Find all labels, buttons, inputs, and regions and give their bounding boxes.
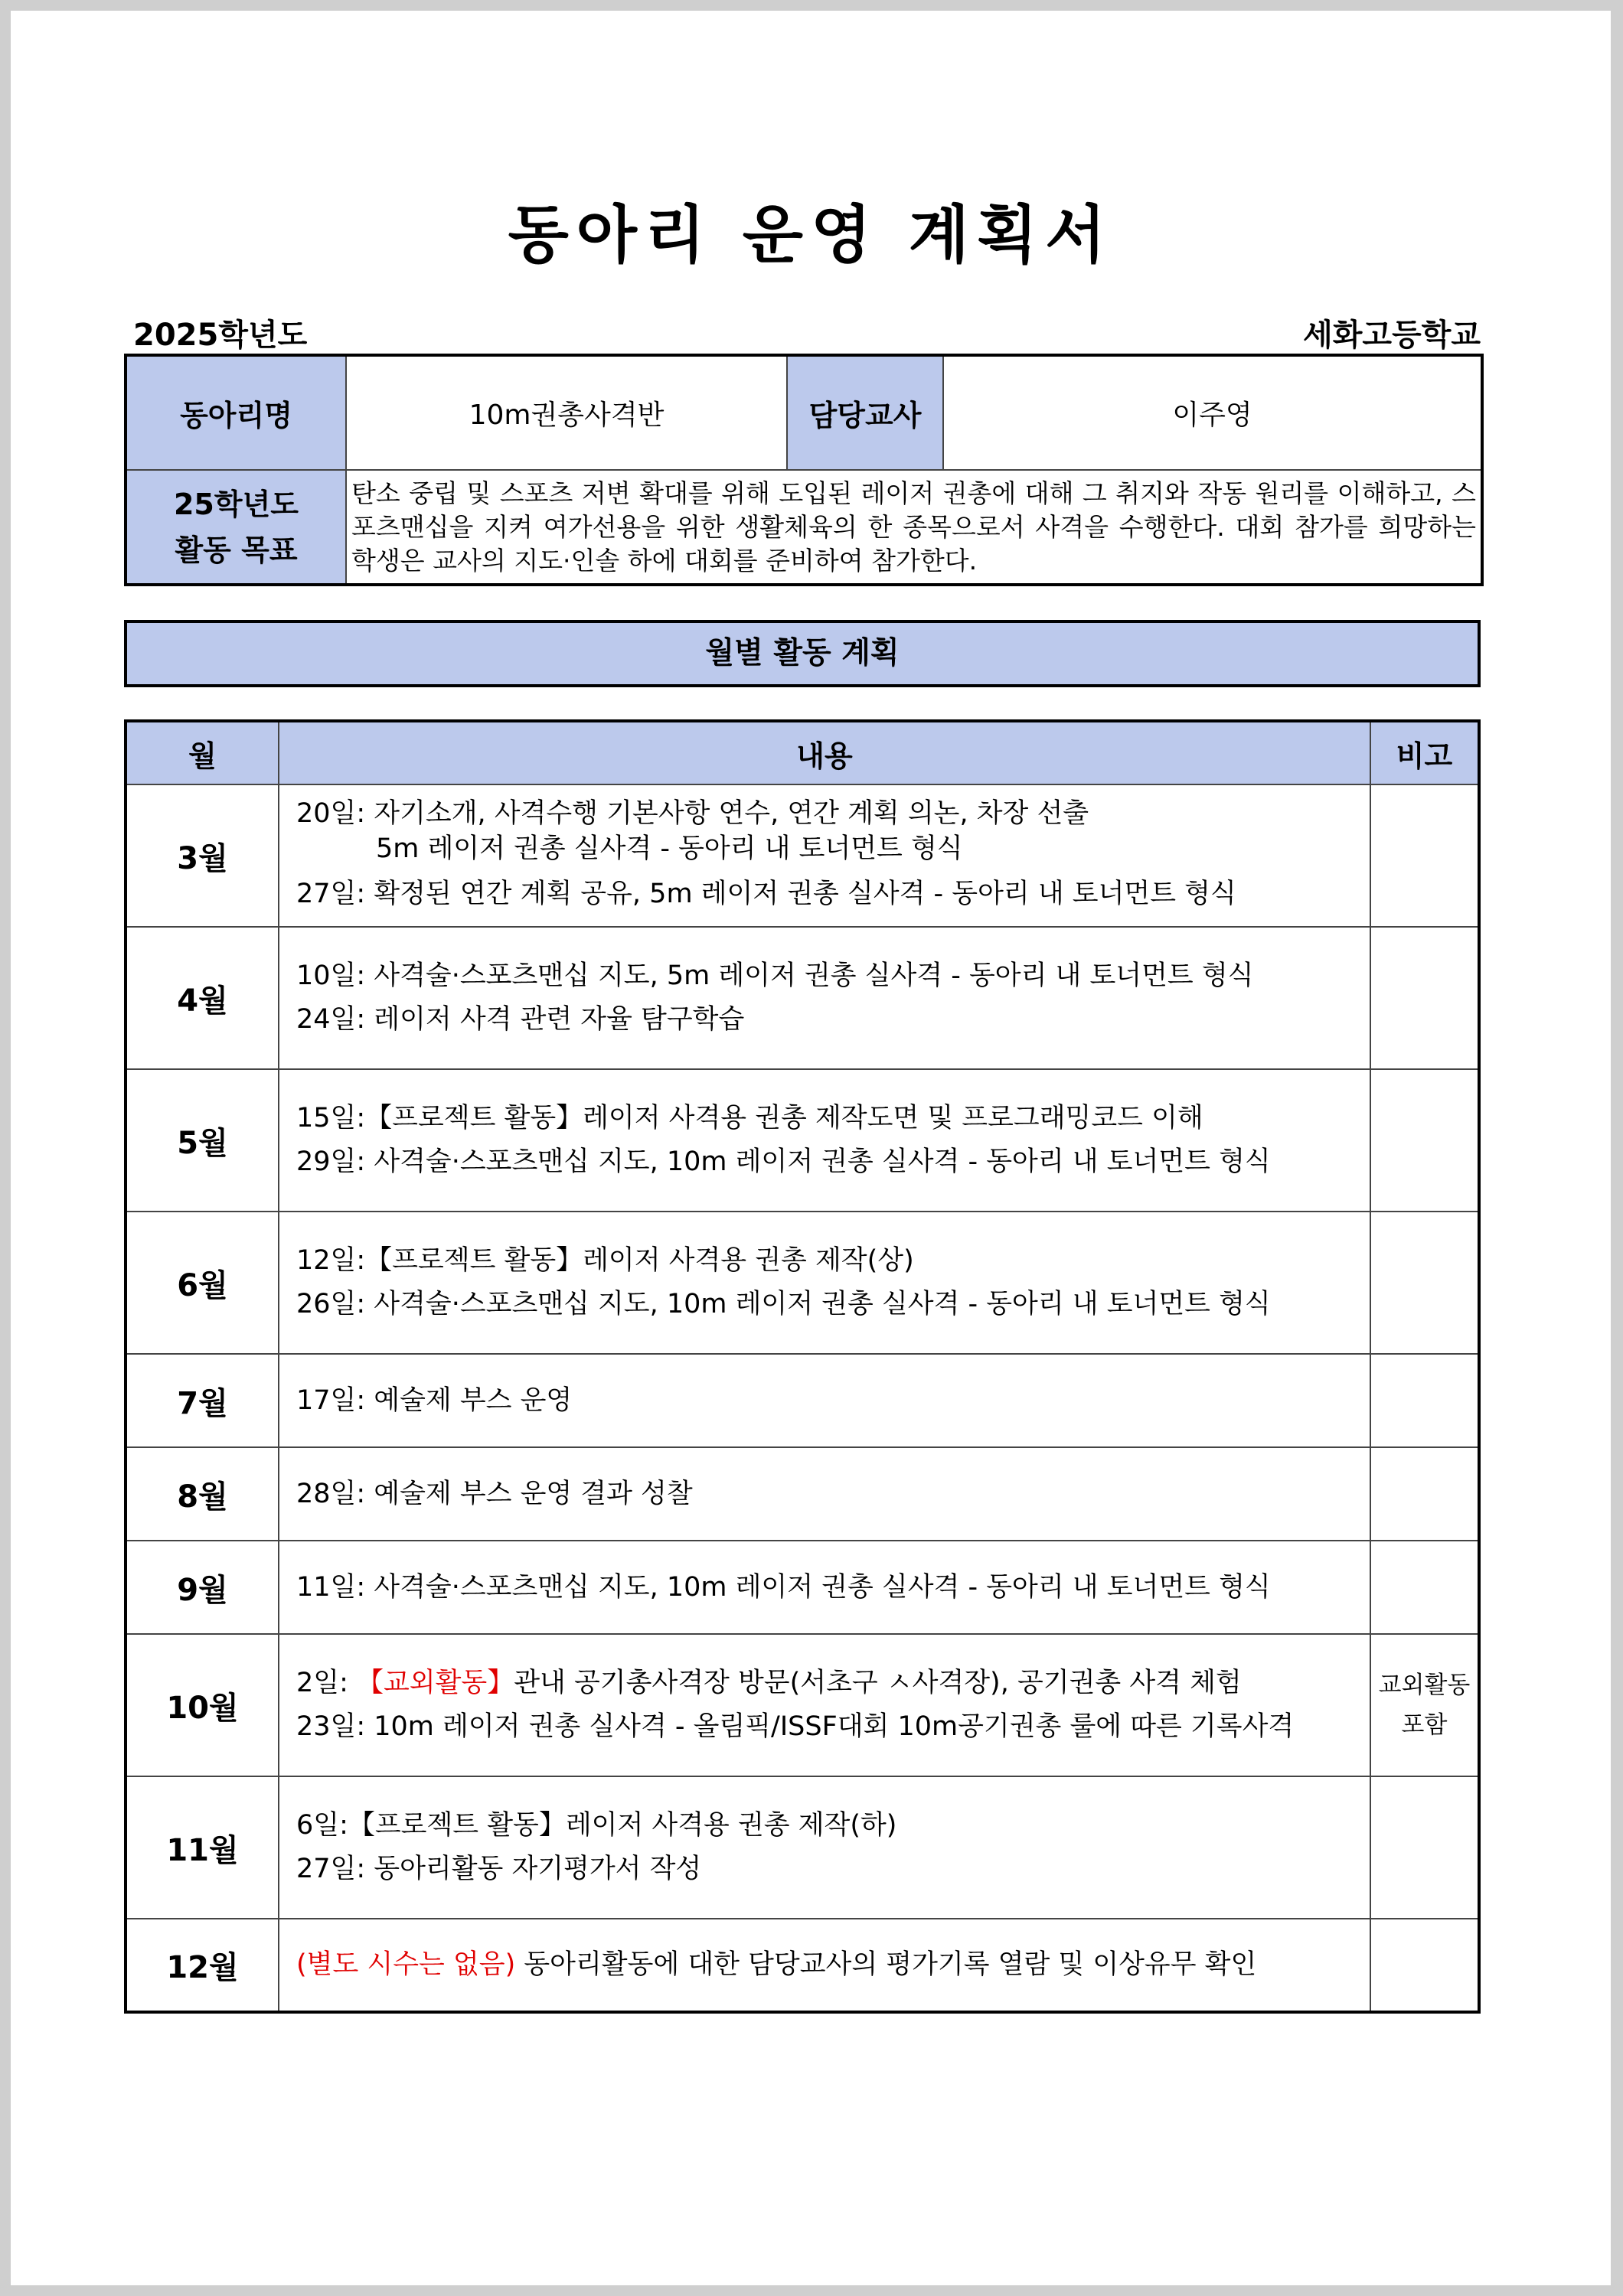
activity-line: 15일:【프로젝트 활동】레이저 사격용 권총 제작도면 및 프로그래밍코드 이해 [296,1103,1203,1133]
month-header: 월 [126,721,279,784]
note-cell [1370,1776,1479,1919]
activity-line: 10일: 사격술·스포츠맨십 지도, 5m 레이저 권총 실사격 - 동아리 내 토너먼트 형식 [296,960,1254,991]
club-name-value: 10m권총사격반 [346,355,787,470]
activity-text: 동아리활동에 대한 담당교사의 평가기록 열람 및 이상유무 확인 [515,1949,1257,1980]
document-title: 동아리 운영 계획서 [508,199,1114,272]
plan-row-october [126,1634,1479,1776]
plan-row-june [126,1212,1479,1354]
activity-line: 12일:【프로젝트 활동】레이저 사격용 권총 제작(상) [296,1245,914,1276]
activity-line: 11일: 사격술·스포츠맨십 지도, 10m 레이저 권총 실사격 - 동아리 내 토너먼트 형식 [296,1571,1271,1603]
month-cell: 11월 [126,1776,279,1919]
plan-row-may [126,1069,1479,1212]
activity-line: 24일: 레이저 사격 관련 자율 탐구학습 [296,1004,745,1035]
no-hours-notice: (별도 시수는 없음) [296,1949,516,1980]
goal-text: 탄소 중립 및 스포츠 저변 확대를 위해 도입된 레이저 권총에 대해 그 취지와 작동 원리를 이해하고, 스포츠맨십을 지켜 여가선용을 위한 생활체육의 한 종목으로서 사격을 수행한다. 대회 참가를 희망하는 학생은 교사의 지도·인솔 하에 대회를 준비하여 참가한다. [346,470,1482,585]
note-line: 포함 [1401,1711,1448,1739]
teacher-label: 담당교사 [787,355,943,470]
month-cell: 8월 [126,1447,279,1541]
activity-line: 17일: 예술제 부스 운영 [296,1384,573,1416]
note-cell [1370,1069,1479,1212]
note-cell [1370,1447,1479,1541]
note-line: 교외활동 [1378,1671,1471,1699]
goal-label-line1: 25학년도 [173,487,299,521]
month-cell: 10월 [126,1634,279,1776]
note-cell [1370,1354,1479,1447]
activity-line [296,1943,1353,1987]
plan-row-august [126,1447,1479,1541]
academic-year: 2025학년도 [133,318,308,353]
goal-label [126,470,346,585]
plan-row-march [126,784,1479,927]
goal-label-line2: 활동 목표 [175,533,298,567]
month-cell: 9월 [126,1541,279,1634]
month-cell: 5월 [126,1069,279,1212]
activity-text: 관내 공기총사격장 방문(서초구 ㅅ사격장), 공기권총 사격 체험 [514,1668,1242,1698]
month-cell: 4월 [126,927,279,1069]
club-name-label: 동아리명 [126,355,346,470]
plan-row-december [126,1919,1479,2012]
month-cell: 7월 [126,1354,279,1447]
plan-header-row [126,721,1479,784]
plan-row-september [126,1541,1479,1634]
month-cell: 12월 [126,1919,279,2012]
plan-row-april [126,927,1479,1069]
content-cell [279,1541,1370,1634]
plan-row-november [126,1776,1479,1919]
month-cell: 6월 [126,1212,279,1354]
activity-line [296,1662,1353,1705]
note-header: 비고 [1370,721,1479,784]
content-header: 내용 [279,721,1370,784]
teacher-value: 이주영 [943,355,1482,470]
section-title: 월별 활동 계획 [124,620,1481,687]
activity-day: 2일: [296,1668,357,1698]
note-cell [1370,1212,1479,1354]
note-cell [1370,927,1479,1069]
note-cell [1370,1541,1479,1634]
school-name: 세화고등학교 [1303,318,1481,353]
activity-line: 26일: 사격술·스포츠맨십 지도, 10m 레이저 권총 실사격 - 동아리 내 토너먼트 형식 [296,1289,1271,1319]
activity-line: 27일: 동아리활동 자기평가서 작성 [296,1854,702,1884]
content-cell [279,1447,1370,1541]
activity-line: 20일: 자기소개, 사격수행 기본사항 연수, 연간 계획 의논, 차장 선출 [296,797,1089,829]
activity-line: 28일: 예술제 부스 운영 결과 성찰 [296,1478,693,1509]
club-info-table [124,354,1484,586]
content-cell [279,1069,1370,1212]
plan-row-july [126,1354,1479,1447]
note-cell [1370,1634,1479,1776]
content-cell [279,1776,1370,1919]
note-cell [1370,784,1479,927]
activity-line: 27일: 확정된 연간 계획 공유, 5m 레이저 권총 실사격 - 동아리 내 토너먼트 형식 [296,878,1236,909]
content-cell [279,1354,1370,1447]
content-cell [279,927,1370,1069]
note-cell [1370,1919,1479,2012]
field-trip-tag: 【교외활동】 [357,1668,514,1698]
content-cell [279,1634,1370,1776]
month-cell: 3월 [126,784,279,927]
content-cell [279,784,1370,927]
content-cell [279,1919,1370,2012]
activity-line: 5m 레이저 권총 실사격 - 동아리 내 토너먼트 형식 [376,833,963,864]
activity-line: 23일: 10m 레이저 권총 실사격 - 올림픽/ISSF대회 10m공기권총 룰에 따른 기록사격 [296,1711,1295,1742]
monthly-plan-table [124,719,1481,2014]
activity-line: 29일: 사격술·스포츠맨십 지도, 10m 레이저 권총 실사격 - 동아리 내 토너먼트 형식 [296,1146,1271,1177]
content-cell [279,1212,1370,1354]
activity-line: 6일:【프로젝트 활동】레이저 사격용 권총 제작(하) [296,1810,897,1841]
